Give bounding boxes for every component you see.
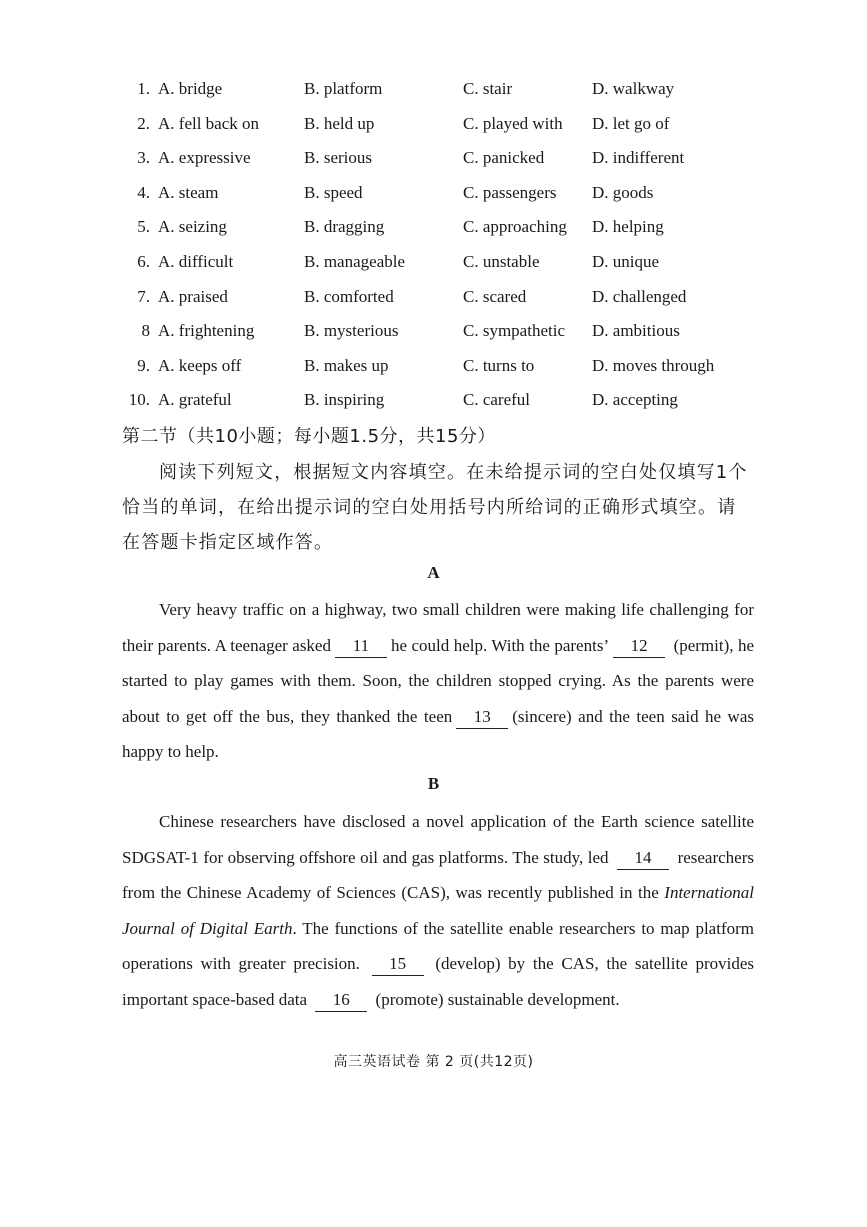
option-b: B. makes up — [304, 355, 389, 375]
option-b: B. comforted — [304, 286, 394, 306]
question-number: 7. — [137, 286, 150, 306]
option-d: D. walkway — [592, 79, 675, 98]
option-c: C. passengers — [463, 182, 557, 202]
page-footer: 高三英语试卷 第 2 页(共12页) — [333, 1054, 534, 1070]
option-a: A. bridge — [158, 79, 223, 98]
section-instructions: 阅读下列短文，根据短文内容填空。在未给提示词的空白处仅填写1个恰当的单词，在给出提示词的空白处用括号内所给词的正确形式填空。请在答题卡指定区域作答。 — [122, 462, 748, 553]
option-c: C. stair — [463, 79, 513, 98]
option-a: A. grateful — [158, 390, 232, 410]
option-c: C. careful — [463, 390, 531, 410]
option-c: C. approaching — [463, 217, 567, 237]
option-d: D. goods — [592, 182, 654, 202]
option-a: A. praised — [158, 286, 228, 306]
option-row — [0, 107, 867, 142]
option-b: B. held up — [304, 113, 375, 133]
option-row — [0, 280, 867, 315]
option-a: A. expressive — [158, 148, 251, 168]
journal-title: International Journal of Digital Earth — [122, 883, 755, 938]
multiple-choice-options — [0, 72, 867, 418]
passage-a — [122, 592, 754, 770]
option-b: B. mysterious — [304, 321, 399, 341]
option-row — [0, 176, 867, 211]
passage-text: researchers from the Chinese Academy of Sciences (CAS), was recently published in the — [122, 847, 755, 902]
option-d: D. ambitious — [592, 321, 680, 341]
option-d: D. let go of — [592, 113, 670, 133]
question-number: 10. — [128, 390, 150, 410]
option-d: D. accepting — [592, 390, 678, 410]
blank-16: 16 — [315, 989, 367, 1012]
option-c: C. turns to — [463, 355, 535, 375]
option-b: B. serious — [304, 148, 372, 168]
blank-14: 14 — [617, 847, 669, 870]
option-a: A. fell back on — [158, 113, 260, 133]
option-row — [0, 210, 867, 245]
option-row — [0, 383, 867, 418]
passage-text: (sincere) and the teen said he was happy to help. — [122, 706, 754, 761]
option-a: A. seizing — [158, 217, 227, 237]
passage-a-title: A — [427, 563, 440, 582]
passage-text: he could help. With the parents’ — [390, 635, 610, 655]
option-d: D. helping — [592, 217, 664, 237]
question-number: 5. — [137, 217, 150, 237]
passage-text: Very heavy traffic on a highway, two small children were making life challenging for their parents. A teenager asked — [122, 600, 754, 655]
option-c: C. panicked — [463, 148, 545, 168]
option-c: C. scared — [463, 286, 527, 306]
question-number: 6. — [137, 251, 150, 271]
blank-12: 12 — [613, 635, 665, 658]
question-number: 4. — [137, 182, 150, 202]
passage-text: . The functions of the satellite enable researchers to map platform operations with greater precision. — [122, 918, 754, 973]
option-a: A. frightening — [158, 321, 255, 341]
option-d: D. indifferent — [592, 148, 685, 168]
passage-b — [122, 804, 754, 1017]
option-a: A. difficult — [158, 251, 234, 271]
option-row — [0, 72, 867, 107]
question-number: 3. — [137, 148, 150, 168]
section-heading: 第二节（共10小题；每小题1.5分，共15分） — [122, 426, 496, 447]
option-c: C. played with — [463, 113, 563, 133]
option-a: A. keeps off — [158, 355, 242, 375]
option-row — [0, 141, 867, 176]
question-number: 8 — [141, 321, 150, 341]
passage-text: (permit), he started to play games with them. Soon, the children stopped crying. As the parents were about to get off the bus, they thanked the teen — [122, 635, 755, 726]
option-b: B. inspiring — [304, 390, 385, 410]
option-c: C. unstable — [463, 251, 540, 271]
option-row — [0, 349, 867, 384]
passage-text: (develop) by the CAS, the satellite provides important space-based data — [122, 954, 754, 1009]
option-b: B. platform — [304, 79, 383, 98]
option-c: C. sympathetic — [463, 321, 565, 341]
blank-15: 15 — [372, 953, 424, 976]
option-b: B. manageable — [304, 251, 406, 271]
option-b: B. dragging — [304, 217, 385, 237]
option-row — [0, 245, 867, 280]
question-number: 2. — [137, 113, 150, 133]
passage-text: (promote) sustainable development. — [375, 989, 620, 1009]
question-number: 9. — [137, 355, 150, 375]
option-d: D. challenged — [592, 286, 687, 306]
option-d: D. moves through — [592, 355, 715, 375]
question-number: 1. — [137, 79, 150, 98]
option-a: A. steam — [158, 182, 219, 202]
passage-b-title: B — [427, 774, 440, 793]
option-b: B. speed — [304, 182, 363, 202]
option-row — [0, 314, 867, 349]
blank-11: 11 — [335, 635, 387, 658]
passage-text: Chinese researchers have disclosed a novel application of the Earth science satellite SDGSAT-1 for observing offshore oil and gas platforms. The study, led — [122, 812, 754, 867]
blank-13: 13 — [456, 706, 508, 729]
option-d: D. unique — [592, 251, 660, 271]
